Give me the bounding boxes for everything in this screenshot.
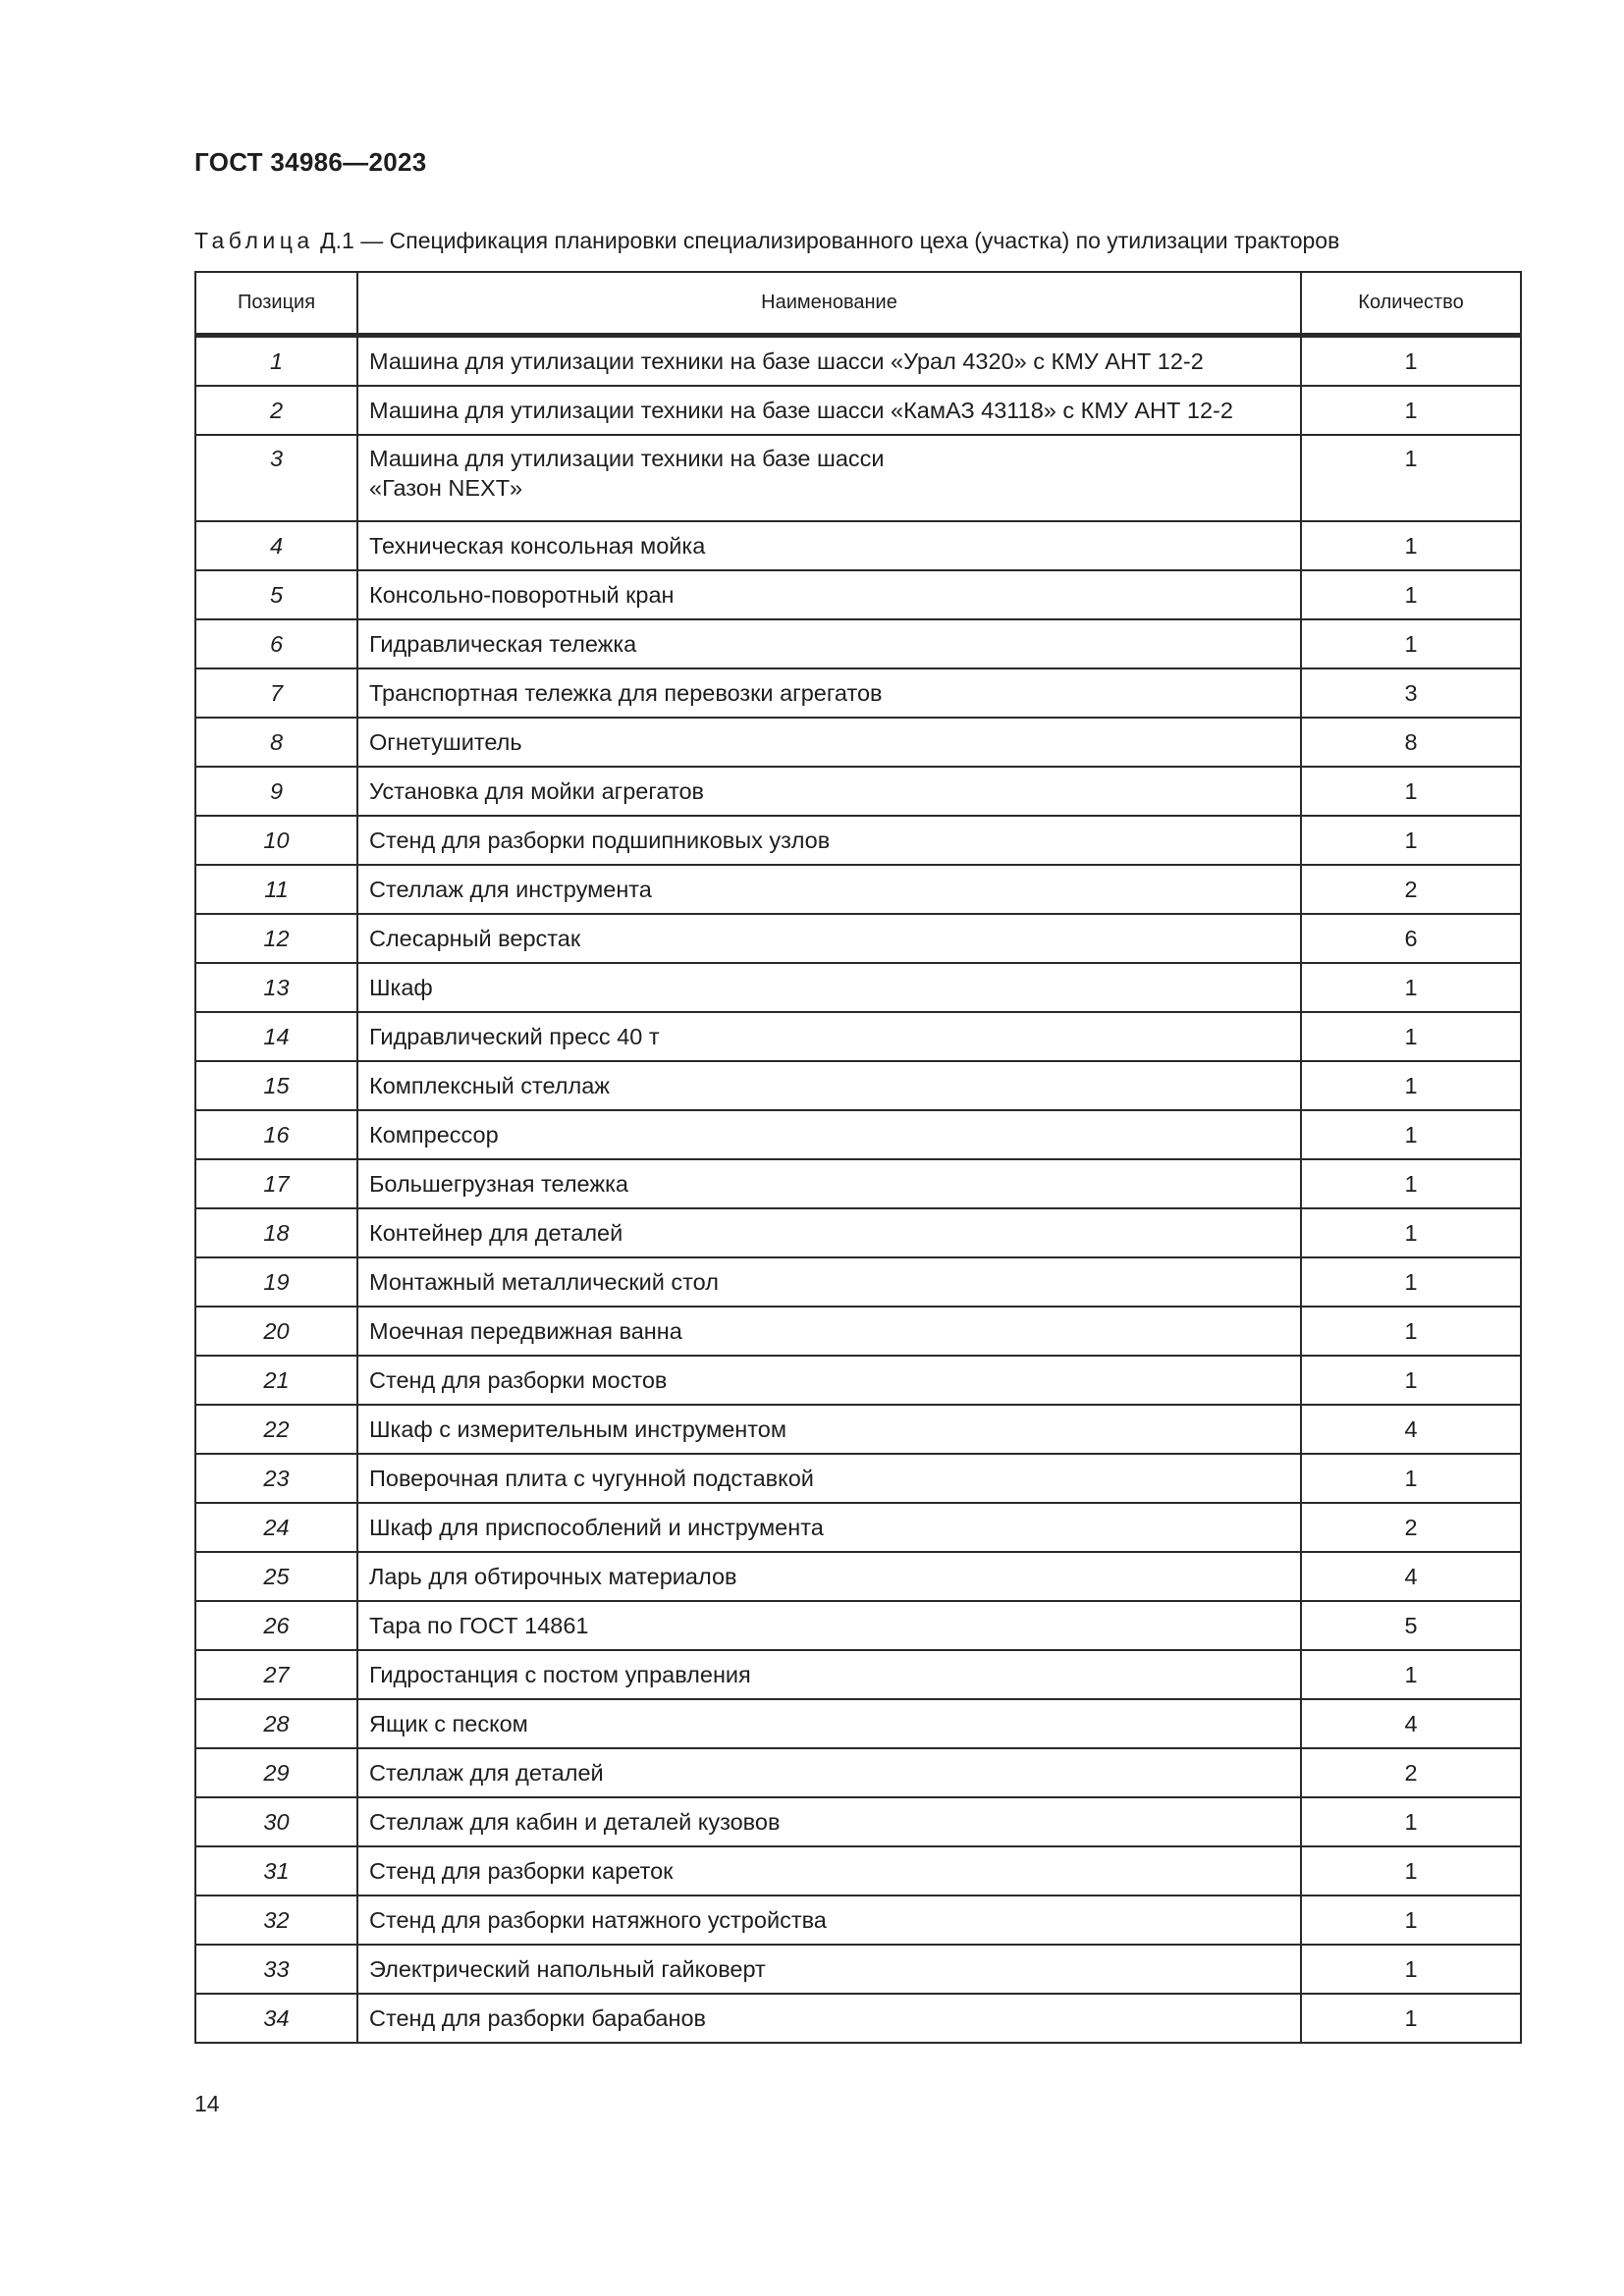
cell-position: 30 [195,1797,357,1846]
cell-name-line: «Газон NEXT» [369,475,523,501]
cell-name: Гидростанция с постом управления [357,1650,1301,1699]
cell-name: Транспортная тележка для перевозки агрегатов [357,668,1301,718]
cell-position: 27 [195,1650,357,1699]
cell-name: Гидравлическая тележка [357,619,1301,668]
cell-position: 14 [195,1012,357,1061]
table-row [195,1257,1521,1307]
cell-name: Стеллаж для деталей [357,1748,1301,1797]
cell-position: 9 [195,767,357,816]
cell-quantity: 1 [1301,1159,1521,1208]
cell-quantity: 3 [1301,668,1521,718]
table-row [195,914,1521,963]
cell-quantity: 1 [1301,1257,1521,1307]
cell-position: 6 [195,619,357,668]
cell-position: 23 [195,1454,357,1503]
table-row [195,435,1521,521]
table-row [195,1405,1521,1454]
cell-name: Техническая консольная мойка [357,521,1301,570]
table-row [195,816,1521,865]
cell-quantity: 1 [1301,1650,1521,1699]
cell-position: 28 [195,1699,357,1748]
table-caption [194,228,1339,254]
table-row [195,1994,1521,2043]
cell-position: 25 [195,1552,357,1601]
cell-name: Стеллаж для кабин и деталей кузовов [357,1797,1301,1846]
cell-quantity: 1 [1301,1454,1521,1503]
table-row [195,1307,1521,1356]
cell-name: Стенд для разборки подшипниковых узлов [357,816,1301,865]
cell-name: Машина для утилизации техники на базе шасси «Урал 4320» с КМУ АНТ 12-2 [357,336,1301,387]
table-row [195,1945,1521,1994]
cell-position: 10 [195,816,357,865]
table-row [195,1454,1521,1503]
column-header-quantity: Количество [1301,272,1521,336]
cell-position: 33 [195,1945,357,1994]
cell-position: 17 [195,1159,357,1208]
cell-name: Комплексный стеллаж [357,1061,1301,1110]
cell-name: Стенд для разборки мостов [357,1356,1301,1405]
cell-quantity: 1 [1301,963,1521,1012]
cell-name: Электрический напольный гайковерт [357,1945,1301,1994]
cell-quantity: 1 [1301,816,1521,865]
table-row [195,1356,1521,1405]
cell-quantity: 1 [1301,1208,1521,1257]
table-row [195,521,1521,570]
cell-name: Шкаф [357,963,1301,1012]
cell-position: 21 [195,1356,357,1405]
cell-name: Консольно-поворотный кран [357,570,1301,619]
cell-name-line: Машина для утилизации техники на базе шасси [369,446,885,471]
cell-position: 1 [195,336,357,387]
table-row [195,386,1521,435]
cell-name: Машина для утилизации техники на базе шасси «КамАЗ 43118» с КМУ АНТ 12-2 [357,386,1301,435]
table-header-row [195,272,1521,336]
cell-position: 11 [195,865,357,914]
cell-quantity: 2 [1301,1748,1521,1797]
table-row [195,865,1521,914]
cell-name: Компрессор [357,1110,1301,1159]
cell-name: Стенд для разборки барабанов [357,1994,1301,2043]
cell-quantity: 1 [1301,767,1521,816]
cell-position: 5 [195,570,357,619]
cell-name: Шкаф для приспособлений и инструмента [357,1503,1301,1552]
document-id: ГОСТ 34986—2023 [194,147,427,177]
cell-position: 20 [195,1307,357,1356]
cell-position: 26 [195,1601,357,1650]
table-row [195,1601,1521,1650]
cell-quantity: 1 [1301,1110,1521,1159]
cell-quantity: 4 [1301,1552,1521,1601]
cell-quantity: 5 [1301,1601,1521,1650]
cell-name: Шкаф с измерительным инструментом [357,1405,1301,1454]
cell-quantity: 1 [1301,1797,1521,1846]
table-row [195,1748,1521,1797]
table-row [195,1012,1521,1061]
table-caption-number: Д.1 [320,228,354,253]
table-caption-text: — Спецификация планировки специализированного цеха (участка) по утилизации тракторов [360,228,1340,253]
cell-name: Контейнер для деталей [357,1208,1301,1257]
cell-position: 24 [195,1503,357,1552]
column-header-name: Наименование [357,272,1301,336]
table-row [195,1846,1521,1896]
cell-quantity: 1 [1301,1896,1521,1945]
cell-quantity: 1 [1301,1012,1521,1061]
table-row [195,668,1521,718]
cell-quantity: 1 [1301,336,1521,387]
cell-position: 18 [195,1208,357,1257]
cell-position: 29 [195,1748,357,1797]
cell-position: 7 [195,668,357,718]
cell-quantity: 1 [1301,1846,1521,1896]
cell-name: Слесарный верстак [357,914,1301,963]
table-row [195,619,1521,668]
cell-position: 19 [195,1257,357,1307]
cell-name: Установка для мойки агрегатов [357,767,1301,816]
cell-name: Большегрузная тележка [357,1159,1301,1208]
cell-name: Гидравлический пресс 40 т [357,1012,1301,1061]
table-row [195,1110,1521,1159]
column-header-position: Позиция [195,272,357,336]
cell-name: Ларь для обтирочных материалов [357,1552,1301,1601]
cell-quantity: 1 [1301,1994,1521,2043]
cell-position: 8 [195,718,357,767]
cell-quantity: 1 [1301,570,1521,619]
cell-position: 16 [195,1110,357,1159]
table-row [195,1061,1521,1110]
cell-quantity: 1 [1301,1945,1521,1994]
table-row [195,1552,1521,1601]
cell-position: 4 [195,521,357,570]
cell-name: Поверочная плита с чугунной подставкой [357,1454,1301,1503]
cell-position: 13 [195,963,357,1012]
specification-table [194,271,1522,2044]
cell-position: 32 [195,1896,357,1945]
cell-name: Моечная передвижная ванна [357,1307,1301,1356]
cell-quantity: 4 [1301,1699,1521,1748]
table-row [195,1650,1521,1699]
cell-position: 12 [195,914,357,963]
cell-quantity: 8 [1301,718,1521,767]
cell-quantity: 2 [1301,1503,1521,1552]
cell-position: 15 [195,1061,357,1110]
cell-position: 34 [195,1994,357,2043]
table-row [195,767,1521,816]
table-row [195,336,1521,387]
cell-quantity: 6 [1301,914,1521,963]
cell-quantity: 2 [1301,865,1521,914]
cell-quantity: 1 [1301,521,1521,570]
table-row [195,1208,1521,1257]
cell-quantity: 1 [1301,1356,1521,1405]
cell-name: Монтажный металлический стол [357,1257,1301,1307]
table-row [195,1159,1521,1208]
table-row [195,1503,1521,1552]
cell-name [357,435,1301,521]
table-caption-label: Таблица [194,228,314,253]
cell-name: Стенд для разборки натяжного устройства [357,1896,1301,1945]
table-row [195,1699,1521,1748]
cell-name: Ящик с песком [357,1699,1301,1748]
page-number: 14 [194,2091,220,2116]
table-row [195,1896,1521,1945]
cell-quantity: 1 [1301,435,1521,521]
cell-position: 22 [195,1405,357,1454]
cell-quantity: 4 [1301,1405,1521,1454]
cell-position: 31 [195,1846,357,1896]
table-row [195,718,1521,767]
cell-name: Стеллаж для инструмента [357,865,1301,914]
table-row [195,1797,1521,1846]
cell-quantity: 1 [1301,1307,1521,1356]
cell-name: Огнетушитель [357,718,1301,767]
cell-position: 3 [195,435,357,521]
table-row [195,570,1521,619]
cell-quantity: 1 [1301,386,1521,435]
cell-name: Стенд для разборки кареток [357,1846,1301,1896]
cell-quantity: 1 [1301,1061,1521,1110]
cell-position: 2 [195,386,357,435]
cell-quantity: 1 [1301,619,1521,668]
cell-name: Тара по ГОСТ 14861 [357,1601,1301,1650]
table-row [195,963,1521,1012]
